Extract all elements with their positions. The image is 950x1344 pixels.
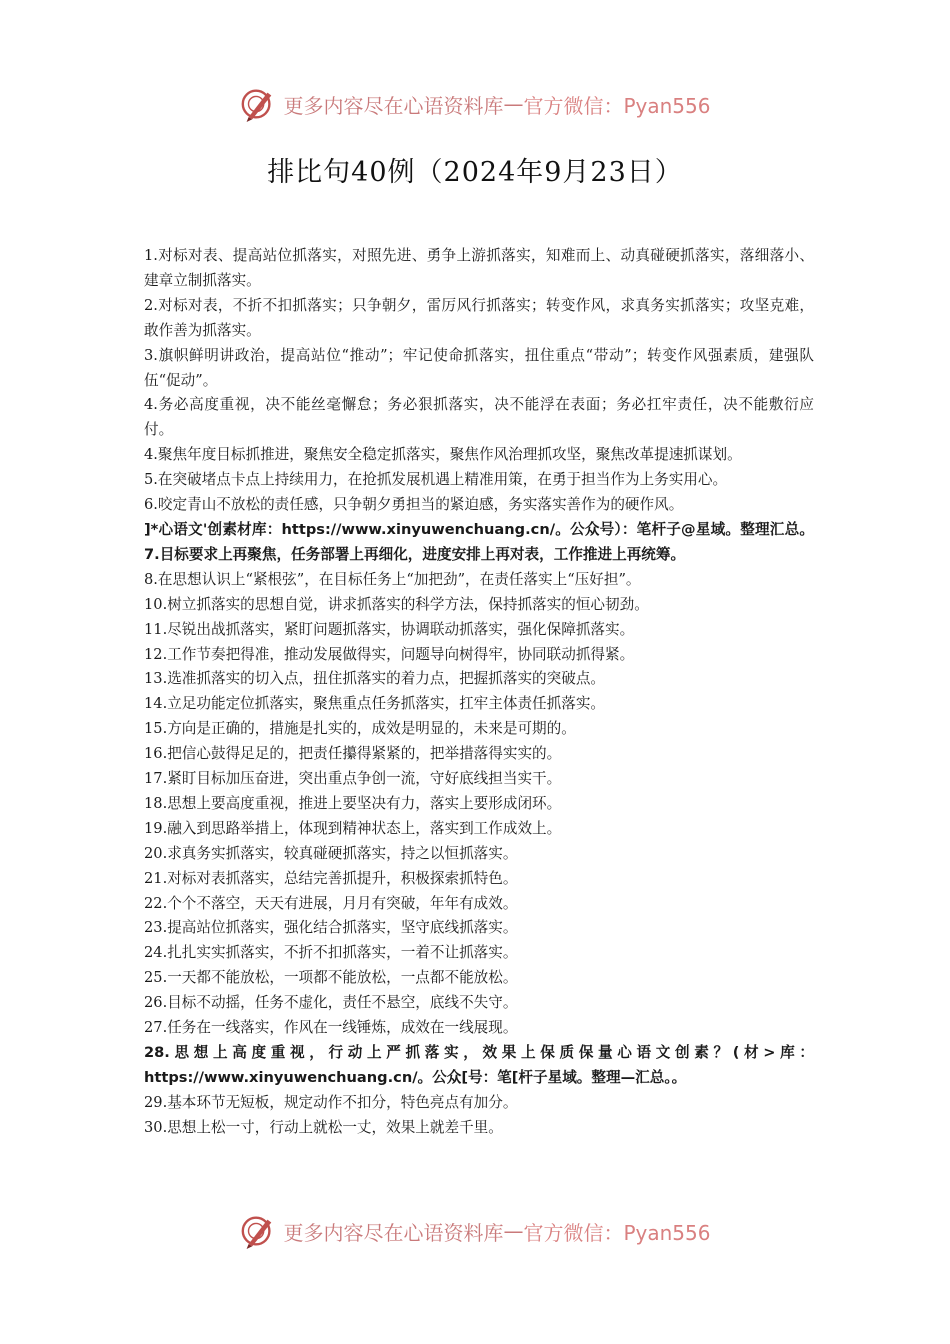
list-item: 2.对标对表，不折不扣抓落实；只争朝夕，雷厉风行抓落实；转变作风，求真务实抓落实；攻坚克难，敢作善为抓落实。 (144, 296, 814, 339)
list-item: 8.在思想认识上“紧根弦”，在目标任务上“加把劲”，在责任落实上“压好担”。 (144, 570, 641, 588)
list-item: 22.个个不落空，天天有进展，月月有突破，年年有成效。 (144, 894, 518, 912)
list-item: 5.在突破堵点卡点上持续用力，在抢抓发展机遇上精准用策，在勇于担当作为上务实用心。 (144, 471, 728, 489)
pen-logo-icon (239, 1212, 277, 1250)
list-item: 20.求真务实抓落实，较真碰硬抓落实，持之以恒抓落实。 (144, 844, 518, 862)
list-item: 3.旗帜鲜明讲政治，提高站位“推动”；牢记使命抓落实，扭住重点“带动”；转变作风强素质，建强队伍“促动”。 (144, 346, 814, 389)
list-item: 12.工作节奏把得准，推动发展做得实，问题导向树得牢，协同联动抓得紧。 (144, 645, 635, 663)
list-item: 18.思想上要高度重视，推进上要坚决有力，落实上要形成闭环。 (144, 794, 562, 812)
list-item: 6.咬定青山不放松的责任感，只争朝夕勇担当的紧迫感，务实落实善作为的硬作风。 (144, 496, 684, 514)
list-item: 16.把信心鼓得足足的，把责任攥得紧紧的，把举措落得实实的。 (144, 745, 562, 763)
list-item: 15.方向是正确的，措施是扎实的，成效是明显的，未来是可期的。 (144, 720, 576, 738)
banner-brand-text: 更多内容尽在心语资料库 (283, 93, 504, 118)
list-item: 28.思想上高度重视，行动上严抓落实，效果上保质保量心语文创素？(材>库：https://www.xinyuwenchuang.cn/。公众[号：笔[杆子星域。整理—汇总。。 (144, 1044, 814, 1086)
document-body (144, 244, 814, 1141)
list-item: 10.树立抓落实的思想自觉，讲求抓落实的科学方法，保持抓落实的恒心韧劲。 (144, 595, 649, 613)
banner-brand-text: 更多内容尽在心语资料库 (283, 1220, 504, 1245)
list-item: 13.选准抓落实的切入点，扭住抓落实的着力点，把握抓落实的突破点。 (144, 670, 606, 688)
list-item: 14.立足功能定位抓落实，聚焦重点任务抓落实，扛牢主体责任抓落实。 (144, 695, 606, 713)
list-item: 30.思想上松一寸，行动上就松一丈，效果上就差千里。 (144, 1118, 503, 1136)
list-item: 4.务必高度重视，决不能丝毫懈怠；务必狠抓落实，决不能浮在表面；务必扛牢责任，决不能敷衍应付。 (144, 396, 814, 439)
list-item: 21.对标对表抓落实，总结完善抓提升，积极探索抓特色。 (144, 869, 518, 887)
list-item: 1.对标对表、提高站位抓落实，对照先进、勇争上游抓落实，知难而上、动真碰硬抓落实，落细落小、建章立制抓落实。 (144, 247, 814, 289)
banner-dash: — (503, 1219, 524, 1243)
list-item: 23.提高站位抓落实，强化结合抓落实，坚守底线抓落实。 (144, 919, 518, 937)
list-item: 24.扎扎实实抓落实，不折不扣抓落实，一着不让抓落实。 (144, 944, 518, 962)
list-item: 4.聚焦年度目标抓推进，聚焦安全稳定抓落实，聚焦作风治理抓攻坚，聚焦改革提速抓谋划。 (144, 446, 742, 464)
footer-banner (0, 1211, 950, 1251)
banner-wechat-text: 官方微信：Pyan556 (523, 1220, 711, 1245)
banner-wechat-text: 官方微信：Pyan556 (523, 93, 711, 118)
list-item: 26.目标不动摇，任务不虚化，责任不悬空，底线不失守。 (144, 994, 518, 1012)
list-item: 11.尽锐出战抓落实，紧盯问题抓落实，协调联动抓落实，强化保障抓落实。 (144, 620, 635, 638)
pen-logo-icon (239, 85, 277, 123)
list-item: 27.任务在一线落实，作风在一线锤炼，成效在一线展现。 (144, 1019, 518, 1037)
list-item: ]*心语文'创素材库：https://www.xinyuwenchuang.cn/。公众号）：笔杆子@星域。整理汇总。7.目标要求上再聚焦，任务部署上再细化，进度安排上再对表，工作推进上再统筹。 (144, 520, 814, 563)
document-title: 排比句40例（2024年9月23日） (267, 157, 683, 188)
list-item: 25.一天都不能放松，一项都不能放松，一点都不能放松。 (144, 969, 518, 987)
banner-dash: — (503, 92, 524, 116)
list-item: 29.基本环节无短板，规定动作不扣分，特色亮点有加分。 (144, 1093, 518, 1111)
header-banner (0, 84, 950, 124)
list-item: 19.融入到思路举措上，体现到精神状态上，落实到工作成效上。 (144, 819, 562, 837)
list-item: 17.紧盯目标加压奋进，突出重点争创一流，守好底线担当实干。 (144, 770, 562, 788)
